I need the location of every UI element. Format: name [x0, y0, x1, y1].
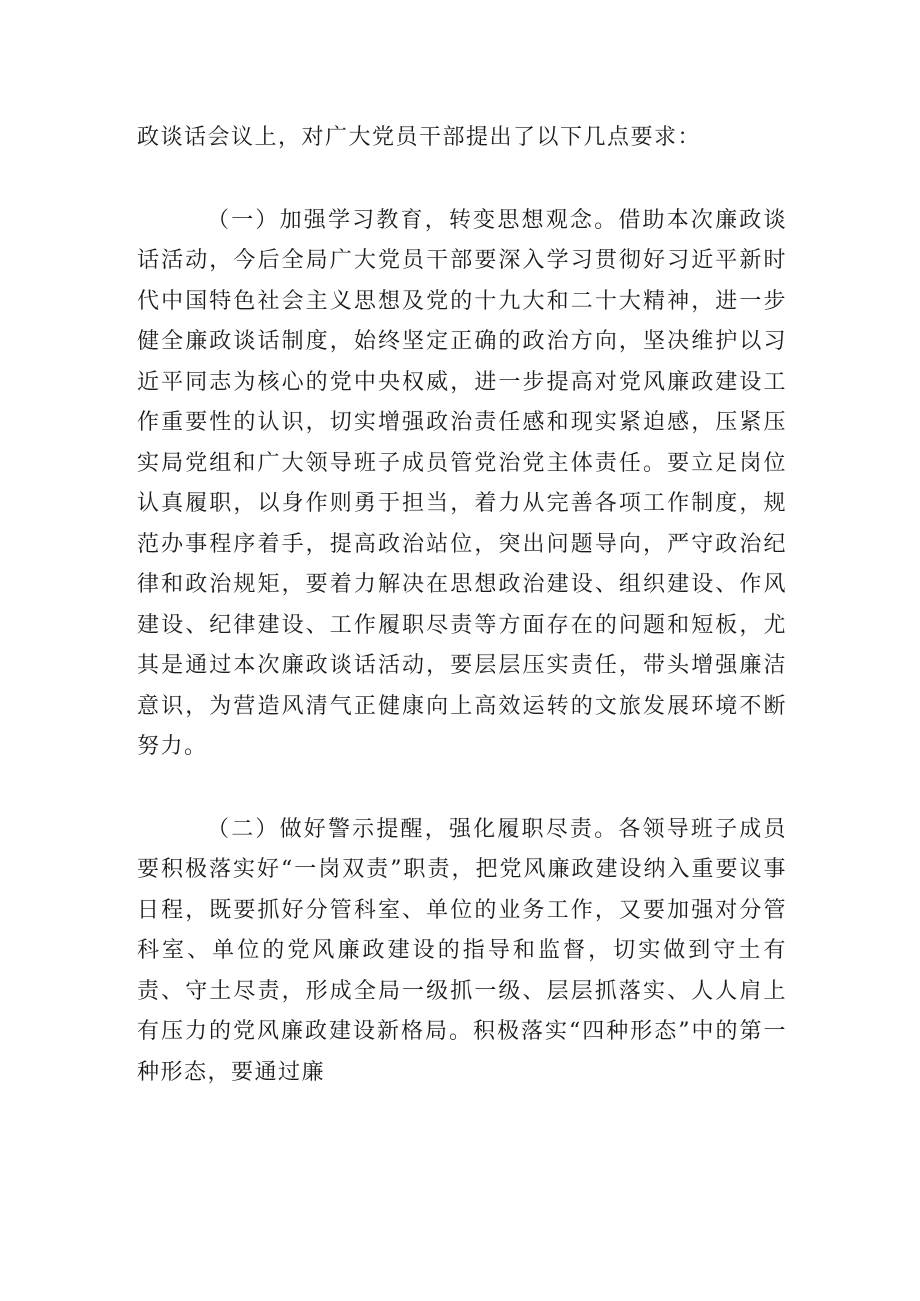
paragraph-section-2: （二）做好警示提醒，强化履职尽责。各领导班子成员要积极落实好“一岗双责”职责，把党风廉政建设纳入重要议事日程，既要抓好分管科室、单位的业务工作，又要加强对分管科室、单位的党风廉政建设的指导和监督，切实做到守土有责、守土尽责，形成全局一级抓一级、层层抓落实、人人肩上有压力的党风廉政建设新格局。积极落实“四种形态”中的第一种形态，要通过廉: [137, 816, 787, 1085]
paragraph-continuation: 政谈话会议上，对广大党员干部提出了以下几点要求：: [137, 125, 702, 150]
document-body: [137, 118, 787, 1093]
paragraph-section-1: （一）加强学习教育，转变思想观念。借助本次廉政谈话活动，今后全局广大党员干部要深入学习贯彻好习近平新时代中国特色社会主义思想及党的十九大和二十大精神，进一步健全廉政谈话制度，始终坚定正确的政治方向，坚决维护以习近平同志为核心的党中央权威，进一步提高对党风廉政建设工作重要性的认识，切实增强政治责任感和现实紧迫感，压紧压实局党组和广大领导班子成员管党治党主体责任。要立足岗位认真履职，以身作则勇于担当，着力从完善各项工作制度，规范办事程序着手，提高政治站位，突出问题导向，严守政治纪律和政治规矩，要着力解决在思想政治建设、组织建设、作风建设、纪律建设、工作履职尽责等方面存在的问题和短板，尤其是通过本次廉政谈话活动，要层层压实责任，带头增强廉洁意识，为营造风清气正健康向上高效运转的文旅发展环境不断努力。: [137, 207, 787, 759]
